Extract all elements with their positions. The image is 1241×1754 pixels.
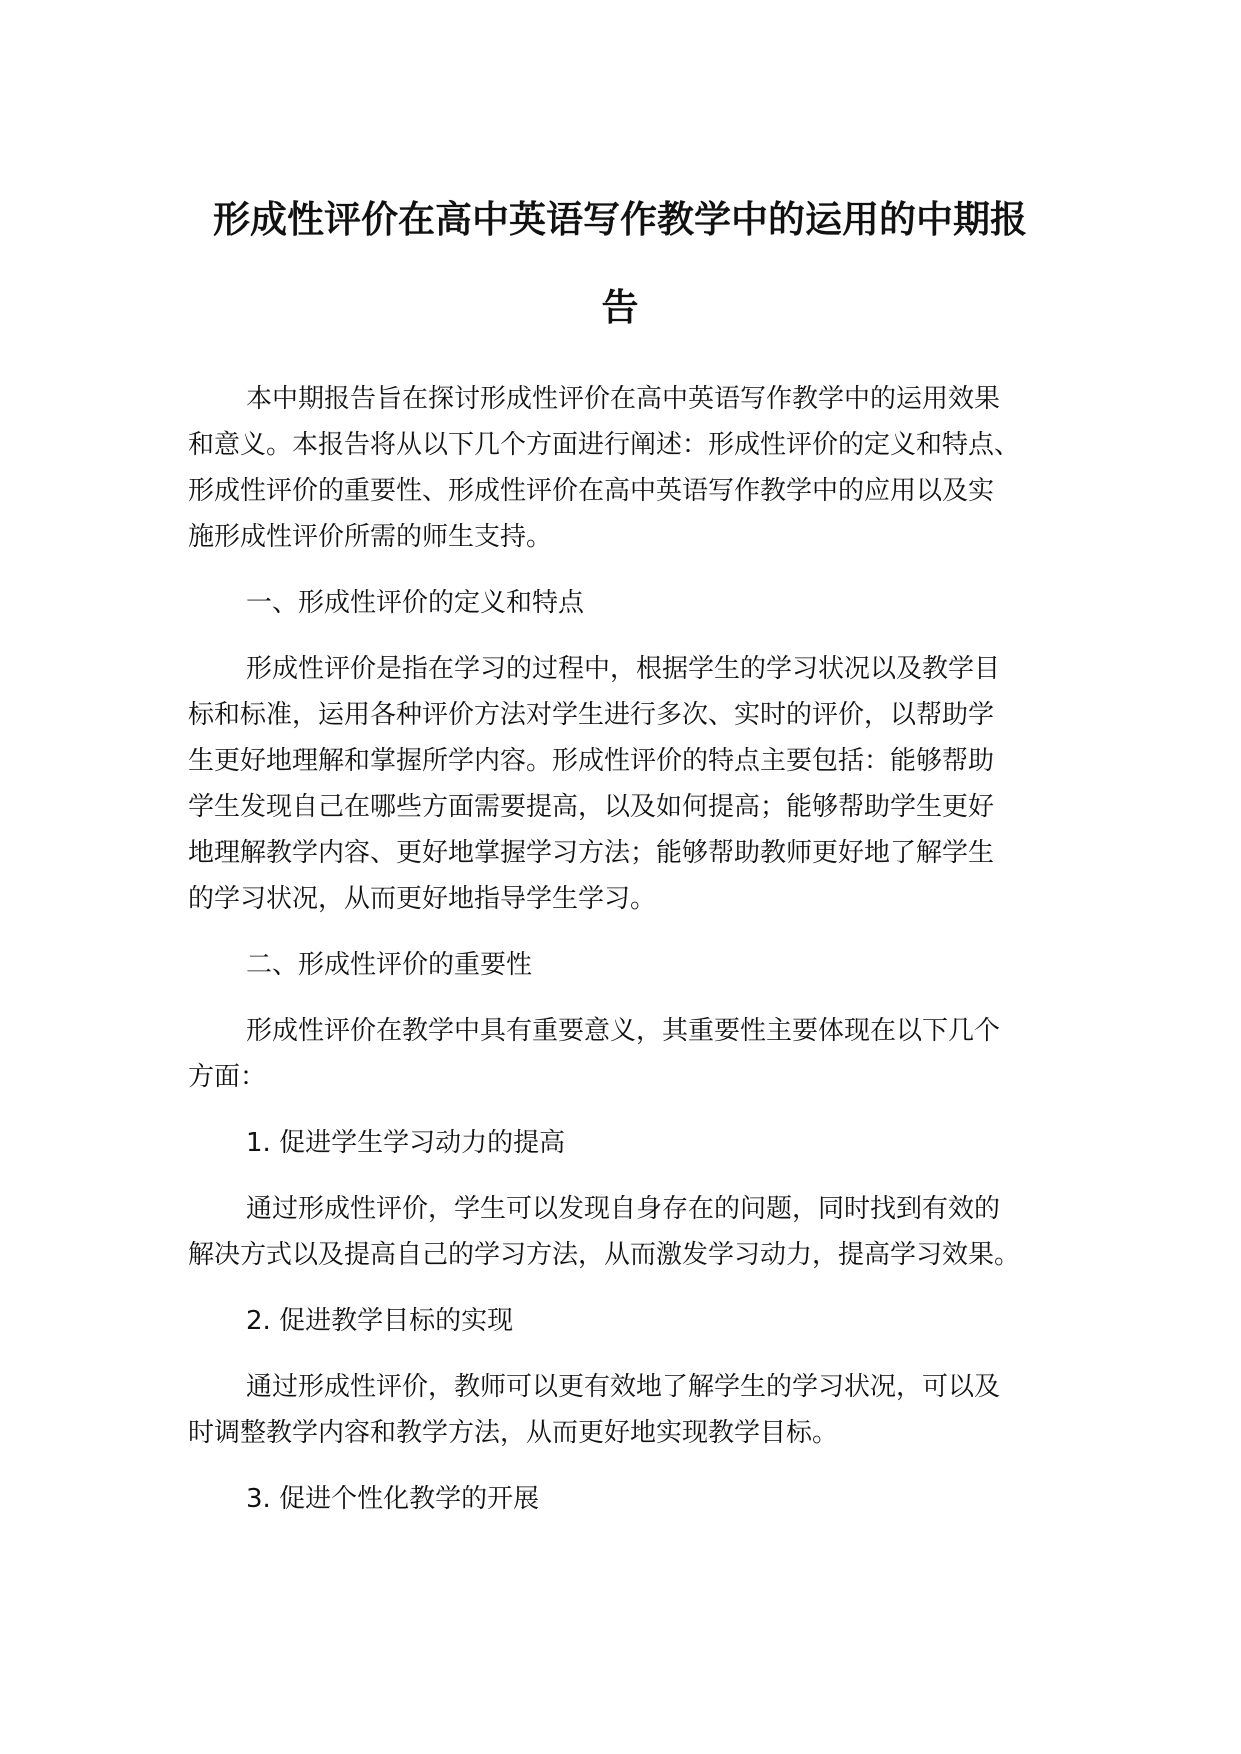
paragraph-line: 学生发现自己在哪些方面需要提高，以及如何提高；能够帮助学生更好	[188, 792, 995, 822]
subsection-heading: 3. 促进个性化教学的开展	[246, 1484, 540, 1514]
paragraph-line: 标和标准，运用各种评价方法对学生进行多次、实时的评价，以帮助学	[188, 700, 995, 730]
paragraph	[188, 1186, 1068, 1278]
paragraph-line: 形成性评价在教学中具有重要意义，其重要性主要体现在以下几个	[246, 1016, 1001, 1046]
title-line: 形成性评价在高中英语写作教学中的运用的中期报	[213, 198, 1027, 241]
paragraph-line: 形成性评价的重要性、形成性评价在高中英语写作教学中的应用以及实	[188, 476, 995, 506]
paragraph-line: 通过形成性评价，教师可以更有效地了解学生的学习状况，可以及	[246, 1372, 1001, 1402]
document-body	[188, 376, 1068, 1542]
paragraph	[188, 1008, 1068, 1100]
paragraph-line: 施形成性评价所需的师生支持。	[188, 522, 553, 552]
subsection-heading: 2. 促进教学目标的实现	[246, 1306, 514, 1336]
paragraph-line: 地理解教学内容、更好地掌握学习方法；能够帮助教师更好地了解学生	[188, 838, 995, 868]
section-heading: 二、形成性评价的重要性	[246, 950, 533, 980]
paragraph-line: 生更好地理解和掌握所学内容。形成性评价的特点主要包括：能够帮助	[188, 746, 995, 776]
paragraph	[188, 646, 1068, 922]
paragraph	[188, 376, 1068, 560]
paragraph-line: 通过形成性评价，学生可以发现自身存在的问题，同时找到有效的	[246, 1194, 1001, 1224]
paragraph-line: 时调整教学内容和教学方法，从而更好地实现教学目标。	[188, 1418, 839, 1448]
paragraph-line: 方面：	[188, 1062, 267, 1092]
paragraph-line: 解决方式以及提高自己的学习方法，从而激发学习动力，提高学习效果。	[188, 1240, 1021, 1270]
subsection-heading: 1. 促进学生学习动力的提高	[246, 1128, 566, 1158]
paragraph-line: 和意义。本报告将从以下几个方面进行阐述：形成性评价的定义和特点、	[188, 430, 1021, 460]
paragraph	[188, 1364, 1068, 1456]
section-heading: 一、形成性评价的定义和特点	[246, 588, 585, 618]
paragraph-line: 形成性评价是指在学习的过程中，根据学生的学习状况以及教学目	[246, 654, 1001, 684]
paragraph-line: 的学习状况，从而更好地指导学生学习。	[188, 884, 657, 914]
paragraph-line: 本中期报告旨在探讨形成性评价在高中英语写作教学中的运用效果	[246, 384, 1001, 414]
document-title	[190, 176, 1050, 352]
title-line: 告	[601, 286, 639, 329]
